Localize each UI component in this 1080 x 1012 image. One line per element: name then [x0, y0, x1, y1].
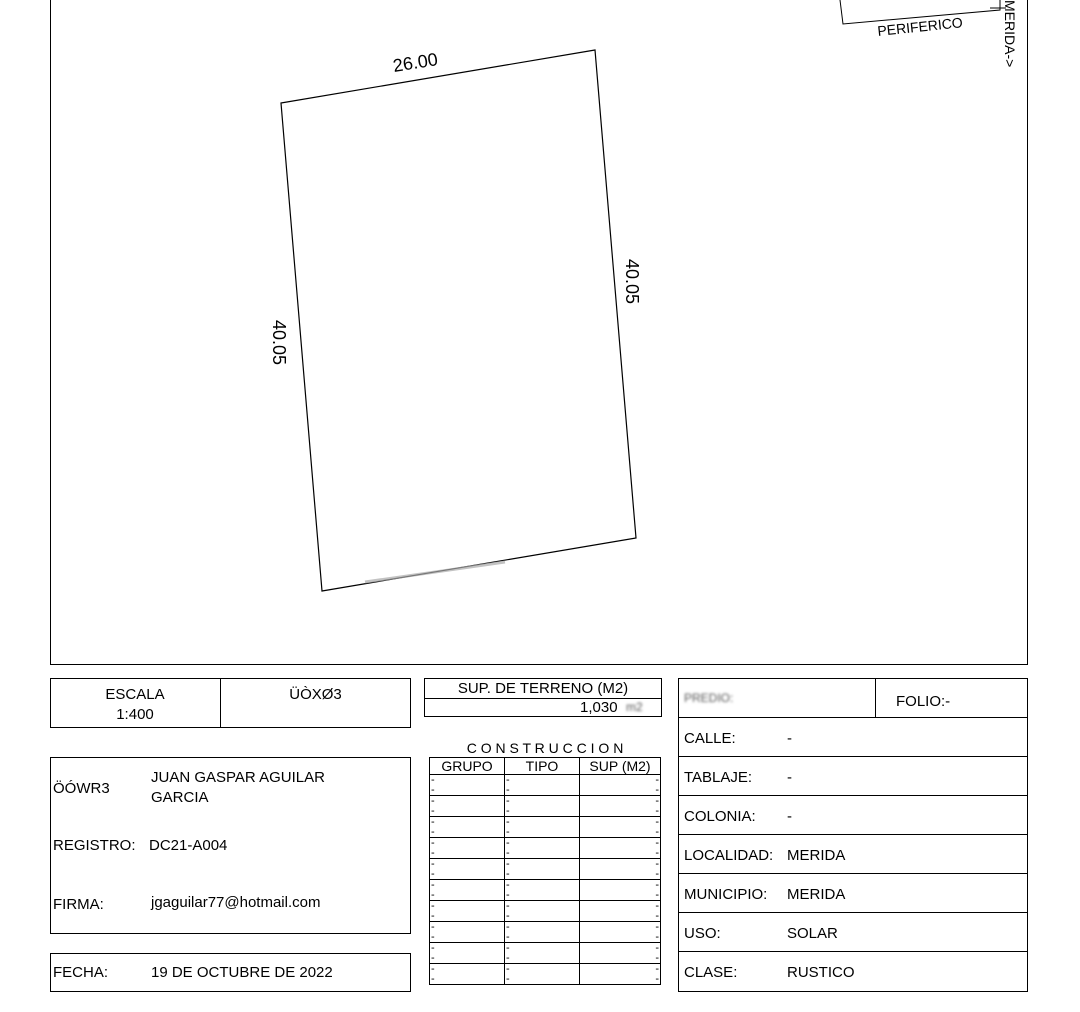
construccion-row — [430, 817, 661, 828]
row-grupo: - — [430, 943, 505, 954]
construccion-row — [430, 901, 661, 912]
row-grupo: - — [430, 880, 505, 891]
bottom-smudge — [365, 562, 505, 582]
row-grupo: - — [430, 922, 505, 933]
lot-polygon — [281, 50, 636, 591]
row-tipo: - — [505, 932, 580, 943]
row-grupo: - — [430, 964, 505, 975]
predio-box — [678, 678, 1028, 992]
row-grupo: - — [430, 796, 505, 807]
construccion-table — [429, 757, 661, 985]
predio-field-label: LOCALIDAD: — [684, 847, 774, 864]
row-sup: - — [580, 827, 661, 838]
registro-label: REGISTRO: — [53, 837, 136, 854]
construccion-row — [430, 911, 661, 922]
row-tipo: - — [505, 785, 580, 796]
perito-name-label: ÖÓWR3 — [53, 780, 110, 797]
predio-field-label: COLONIA: — [684, 808, 756, 825]
escala-label: ESCALA — [105, 686, 165, 703]
predio-field-value: SOLAR — [787, 925, 838, 942]
row-grupo: - — [430, 901, 505, 912]
construccion-row — [430, 785, 661, 796]
construccion-row — [430, 806, 661, 817]
row-sup: - — [580, 901, 661, 912]
registro-value: DC21-A004 — [149, 837, 228, 854]
col-tipo: TIPO — [505, 758, 580, 775]
predio-field-value: - — [787, 808, 792, 825]
row-grupo: - — [430, 827, 505, 838]
fecha-label: FECHA: — [53, 964, 109, 981]
predio-field-value: - — [787, 730, 792, 747]
superficie-label: SUP. DE TERRENO (M2) — [457, 680, 629, 697]
row-grupo: - — [430, 859, 505, 870]
row-sup: - — [580, 911, 661, 922]
row-grupo: - — [430, 838, 505, 849]
predio-field-label: USO: — [684, 925, 721, 942]
row-grupo: - — [430, 775, 505, 786]
row-grupo: - — [430, 785, 505, 796]
row-grupo: - — [430, 932, 505, 943]
construccion-row — [430, 932, 661, 943]
row-grupo: - — [430, 806, 505, 817]
escala-garbled: ÜÒXØ3 — [289, 686, 342, 703]
row-sup: - — [580, 859, 661, 870]
predio-field-label: TABLAJE: — [684, 769, 753, 786]
predio-field-label: MUNICIPIO: — [684, 886, 768, 903]
construccion-row — [430, 974, 661, 985]
dim-right: 40.05 — [622, 259, 642, 305]
row-sup: - — [580, 943, 661, 954]
firma-value: jgaguilar77@hotmail.com — [151, 894, 321, 911]
dim-top: 26.00 — [391, 49, 440, 76]
predio-field-value: MERIDA — [787, 847, 846, 864]
row-tipo: - — [505, 838, 580, 849]
construccion-header-row — [430, 758, 661, 775]
row-sup: - — [580, 974, 661, 985]
periferico-label: PERIFERICO — [876, 14, 964, 39]
escala-value: 1:400 — [116, 706, 154, 723]
row-sup: - — [580, 796, 661, 807]
construccion-title: C O N S T R U C C I O N — [466, 740, 624, 756]
row-grupo: - — [430, 953, 505, 964]
row-tipo: - — [505, 880, 580, 891]
construccion-row — [430, 922, 661, 933]
row-sup: - — [580, 890, 661, 901]
row-tipo: - — [505, 922, 580, 933]
construccion-table-wrap — [429, 757, 661, 985]
row-tipo: - — [505, 911, 580, 922]
firma-label: FIRMA: — [53, 896, 104, 913]
predio-field-value: MERIDA — [787, 886, 846, 903]
construccion-row — [430, 796, 661, 807]
row-sup: - — [580, 775, 661, 786]
row-sup: - — [580, 869, 661, 880]
predio-field-value: RUSTICO — [787, 964, 855, 981]
row-sup: - — [580, 922, 661, 933]
row-sup: - — [580, 806, 661, 817]
row-grupo: - — [430, 869, 505, 880]
row-tipo: - — [505, 796, 580, 807]
predio-field-label: CLASE: — [684, 964, 738, 981]
row-tipo: - — [505, 964, 580, 975]
construccion-row — [430, 775, 661, 786]
construccion-row — [430, 964, 661, 975]
folio: FOLIO:- — [896, 693, 951, 710]
merida-label: MERIDA-> — [1002, 0, 1018, 68]
construccion-row — [430, 953, 661, 964]
row-tipo: - — [505, 943, 580, 954]
dim-left: 40.05 — [269, 320, 289, 366]
row-tipo: - — [505, 817, 580, 828]
row-grupo: - — [430, 817, 505, 828]
row-tipo: - — [505, 901, 580, 912]
perito-name-line2: GARCIA — [151, 789, 209, 806]
predio-field-value: - — [787, 769, 792, 786]
col-grupo: GRUPO — [430, 758, 505, 775]
fecha-value: 19 DE OCTUBRE DE 2022 — [151, 964, 333, 981]
row-sup: - — [580, 880, 661, 891]
construccion-row — [430, 859, 661, 870]
row-grupo: - — [430, 911, 505, 922]
perito-name-line1: JUAN GASPAR AGUILAR — [151, 769, 325, 786]
construccion-row — [430, 848, 661, 859]
construccion-row — [430, 943, 661, 954]
row-grupo: - — [430, 848, 505, 859]
row-tipo: - — [505, 827, 580, 838]
row-sup: - — [580, 932, 661, 943]
row-tipo: - — [505, 953, 580, 964]
superficie-unit: m2 — [626, 700, 643, 714]
construccion-row — [430, 880, 661, 891]
col-sup: SUP (M2) — [580, 758, 661, 775]
row-tipo: - — [505, 974, 580, 985]
row-grupo: - — [430, 974, 505, 985]
row-sup: - — [580, 785, 661, 796]
construccion-row — [430, 838, 661, 849]
row-sup: - — [580, 848, 661, 859]
superficie-value: 1,030 — [580, 699, 618, 716]
row-sup: - — [580, 838, 661, 849]
predio-obscured-label: PREDIO: — [684, 691, 734, 705]
row-tipo: - — [505, 775, 580, 786]
row-grupo: - — [430, 890, 505, 901]
construccion-row — [430, 890, 661, 901]
row-tipo: - — [505, 890, 580, 901]
predio-field-label: CALLE: — [684, 730, 736, 747]
row-tipo: - — [505, 869, 580, 880]
construccion-row — [430, 827, 661, 838]
row-tipo: - — [505, 806, 580, 817]
row-tipo: - — [505, 848, 580, 859]
construccion-row — [430, 869, 661, 880]
row-tipo: - — [505, 859, 580, 870]
row-sup: - — [580, 964, 661, 975]
row-sup: - — [580, 953, 661, 964]
row-sup: - — [580, 817, 661, 828]
